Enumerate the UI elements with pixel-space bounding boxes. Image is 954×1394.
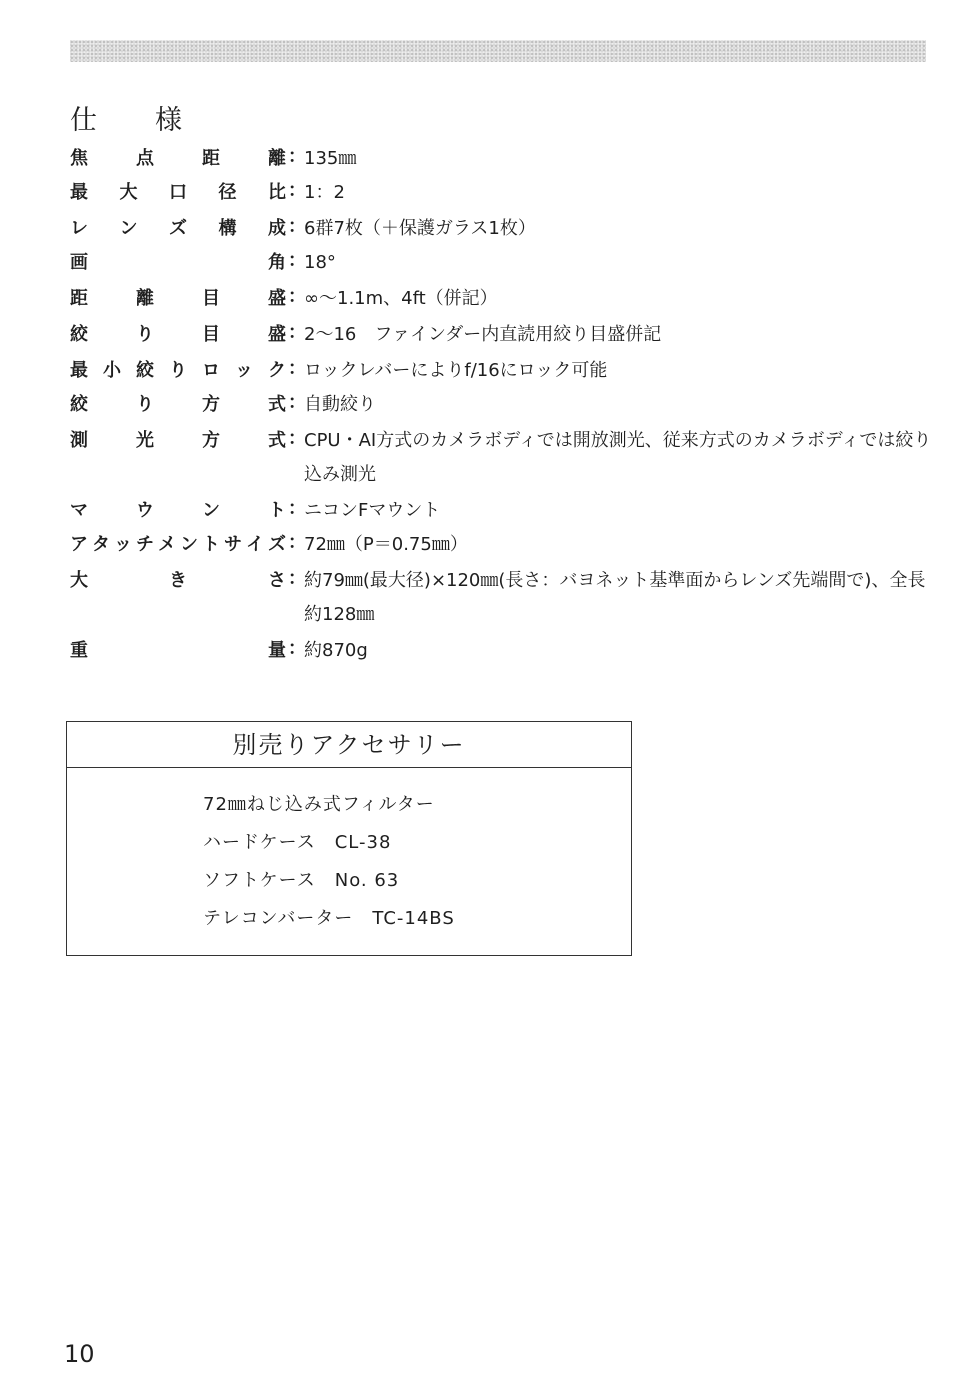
- spec-label: マ ウ ン ト: [70, 500, 286, 521]
- spec-colon: ：: [288, 322, 306, 343]
- spec-row: [70, 318, 930, 352]
- spec-value: 135㎜: [304, 148, 357, 169]
- spec-label: 絞 り 目 盛: [70, 324, 286, 345]
- spec-colon: ：: [288, 498, 306, 519]
- spec-label: 重 量: [70, 640, 286, 661]
- spec-value: ロックレバーによりf/16にロック可能: [304, 360, 608, 381]
- accessory-box: [66, 721, 632, 956]
- spec-colon: ：: [288, 286, 306, 307]
- spec-row: [70, 634, 930, 668]
- spec-colon: ：: [288, 250, 306, 271]
- spec-row: [70, 424, 932, 485]
- spec-colon: ：: [288, 146, 306, 167]
- spec-label: 測 光 方 式: [70, 430, 286, 451]
- spec-label: 最 大 口 径 比: [70, 182, 286, 203]
- accessory-item: テレコンバーター TC-14BS: [203, 908, 455, 929]
- spec-value: 6群7枚（＋保護ガラス1枚）: [304, 218, 536, 239]
- spec-value: 72㎜（P＝0.75㎜）: [304, 534, 468, 555]
- spec-value: 自動絞り: [304, 394, 376, 415]
- spec-row: [70, 564, 930, 625]
- spec-row: [70, 212, 930, 246]
- accessory-item: ソフトケース No. 63: [203, 870, 400, 891]
- spec-colon: ：: [288, 568, 306, 589]
- spec-value: ∞～1.1m、4ft（併記）: [304, 288, 498, 309]
- spec-label: 焦 点 距 離: [70, 148, 286, 169]
- spec-colon: ：: [288, 180, 306, 201]
- spec-value: CPU・AI方式のカメラボディでは開放測光、従来方式のカメラボディでは絞り込み測光: [304, 430, 932, 485]
- spec-label: ア タ ッ チ メ ン ト サ イ ズ: [70, 534, 286, 555]
- spec-value: 18°: [304, 252, 336, 273]
- spec-label: レ ン ズ 構 成: [70, 218, 286, 239]
- spec-row: [70, 494, 930, 528]
- spec-label: 絞 り 方 式: [70, 394, 286, 415]
- spec-value: 約870g: [304, 640, 368, 661]
- spec-colon: ：: [288, 532, 306, 553]
- spec-label: 距 離 目 盛: [70, 288, 286, 309]
- spec-row: [70, 388, 930, 422]
- spec-label: 画 角: [70, 252, 286, 273]
- spec-row: [70, 142, 930, 176]
- spec-colon: ：: [288, 216, 306, 237]
- spec-value: 約79㎜(最大径)×120㎜(長さ：バヨネット基準面からレンズ先端間で)、全長約128㎜: [304, 570, 926, 625]
- spec-value: 1：2: [304, 182, 345, 203]
- spec-value: 2～16 ファインダー内直読用絞り目盛併記: [304, 324, 662, 345]
- spec-colon: ：: [288, 428, 306, 449]
- spec-row: [70, 282, 930, 316]
- spec-colon: ：: [288, 358, 306, 379]
- accessory-title: 別売りアクセサリー: [67, 722, 631, 768]
- spec-label: 最 小 絞 り ロ ッ ク: [70, 360, 286, 381]
- spec-colon: ：: [288, 638, 306, 659]
- accessory-item: 72㎜ねじ込み式フィルター: [203, 794, 435, 815]
- accessory-item: ハードケース CL-38: [203, 832, 392, 853]
- spec-label: 大 き さ: [70, 570, 286, 591]
- section-title: 仕様: [70, 105, 240, 136]
- spec-row: [70, 528, 930, 562]
- spec-value: ニコンFマウント: [304, 500, 441, 521]
- spec-row: [70, 176, 930, 210]
- page-number: 10: [64, 1340, 95, 1368]
- spec-colon: ：: [288, 392, 306, 413]
- header-band: [70, 40, 926, 62]
- spec-row: [70, 354, 930, 388]
- spec-row: [70, 246, 930, 280]
